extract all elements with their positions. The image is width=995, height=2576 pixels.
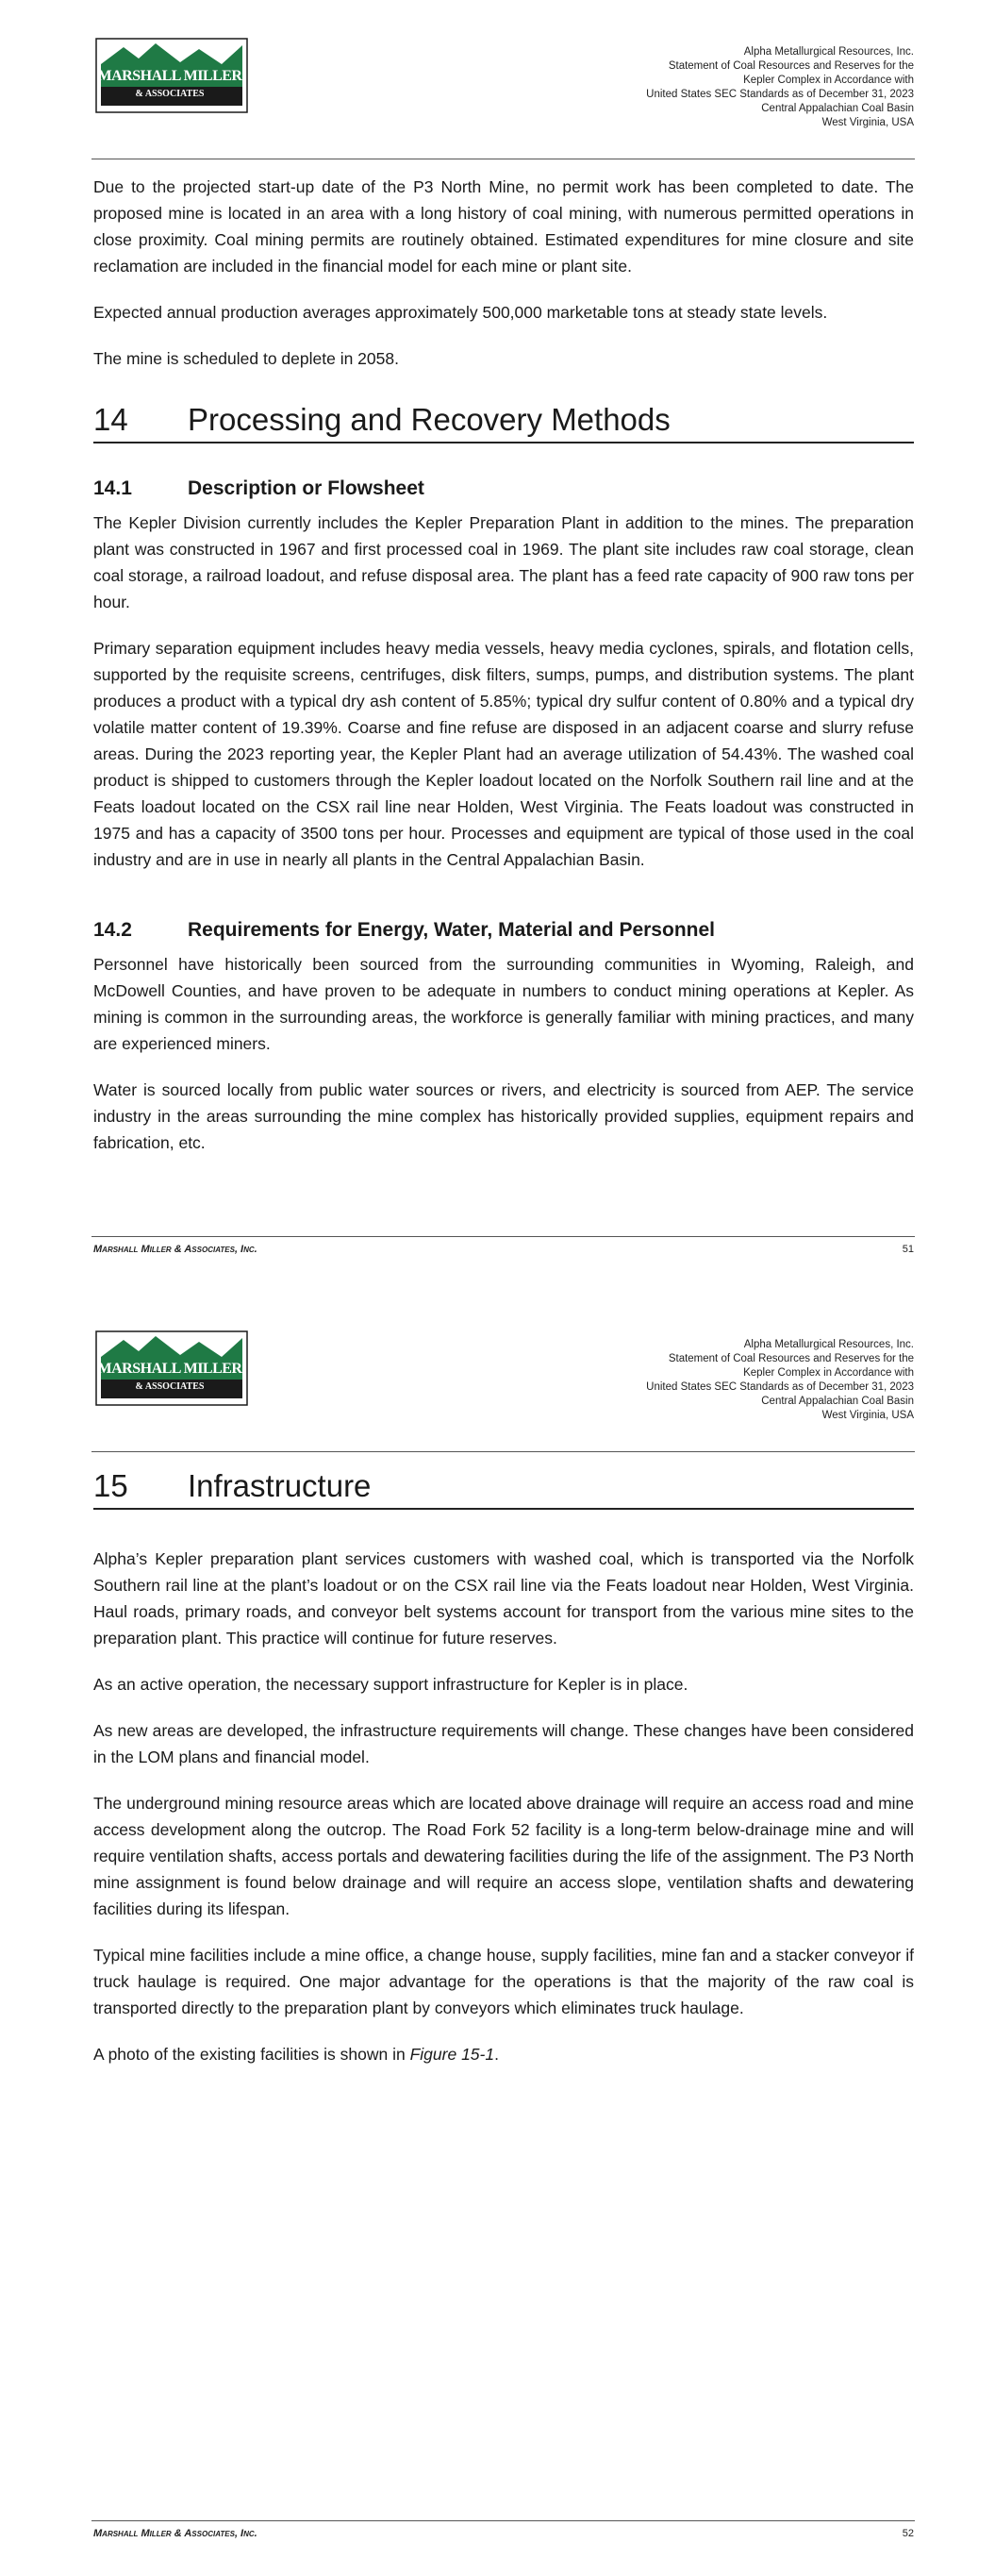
logo-name: MARSHALL MILLER (97, 1361, 242, 1377)
logo-subtitle: & ASSOCIATES (135, 89, 205, 99)
page-header (499, 45, 914, 130)
paragraph: Typical mine facilities include a mine office, a change house, supply facilities, mine fan and a stacker conveyor if truck haulage is required. One major advantage for the operations is that the majority of the raw coal is transported directly to the preparation plant by conveyors which eliminates truck haulage. (93, 1946, 914, 2017)
subsection-title: Requirements for Energy, Water, Material and Personnel (188, 919, 715, 941)
header-line-6: West Virginia, USA (821, 117, 914, 128)
paragraph: The mine is scheduled to deplete in 2058. (93, 349, 399, 368)
paragraph: Water is sourced locally from public water sources or rivers, and electricity is sourced from AEP. The service industry in the areas surrounding the mine complex has historically provided supplies, equipment repairs and fabrication, etc. (93, 1080, 914, 1152)
footer-company: Marshall Miller & Associates, Inc. (93, 1244, 257, 1255)
paragraph: Primary separation equipment includes heavy media vessels, heavy media cyclones, spirals, and flotation cells, supported by the requisite screens, centrifuges, disk filters, sumps, pumps, and distribution systems. The plant produces a product with a typical dry ash content of 5.85%; typical dry sulfur content of 0.80% and a typical dry volatile matter content of 19.39%. Coarse and fine refuse are disposed in an adjacent coarse and slurry refuse areas. During the 2023 reporting year, the Kepler Plant had an average utilization of 54.43%. The washed coal product is shipped to customers through the Kepler loadout located on the Norfolk Southern rail line and at the Feats loadout located on the CSX rail line near Holden, West Virginia. The Feats loadout was constructed in 1975 and has a capacity of 3500 tons per hour. Processes and equipment are typical of those used in the coal industry and are in use in nearly all plants in the Central Appalachian Basin. (93, 639, 914, 869)
page-number: 51 (902, 1244, 914, 1255)
subsection-heading-14-2 (93, 917, 914, 944)
paragraph: As an active operation, the necessary support infrastructure for Kepler is in place. (93, 1675, 688, 1694)
header-divider (91, 1451, 915, 1452)
header-line-5: Central Appalachian Coal Basin (761, 103, 914, 114)
header-line-6: West Virginia, USA (821, 1410, 914, 1421)
section-heading-14 (93, 401, 914, 443)
paragraph-text: A photo of the existing facilities is shown in (93, 2045, 410, 2064)
subsection-title: Description or Flowsheet (188, 477, 424, 499)
section-15-text (93, 1546, 914, 2067)
header-line-4: United States SEC Standards as of December 31, 2023 (646, 89, 914, 100)
paragraph: Expected annual production averages approximately 500,000 marketable tons at steady state levels. (93, 303, 828, 322)
company-logo (95, 38, 248, 113)
paragraph: Alpha’s Kepler preparation plant services customers with washed coal, which is transported via the Norfolk Southern rail line at the plant’s loadout or on the CSX rail line via the Feats loadout near Holden, West Virginia. Haul roads, primary roads, and conveyor belt systems account for transport from the various mine sites to the preparation plant. This practice will continue for future reserves. (93, 1549, 914, 1648)
section-title: Processing and Recovery Methods (188, 402, 671, 437)
footer-divider (91, 1236, 915, 1237)
header-line-4: United States SEC Standards as of December 31, 2023 (646, 1381, 914, 1393)
subsection-number: 14.2 (93, 919, 132, 941)
page-52 (0, 1293, 995, 2576)
section-14-2-text (93, 951, 914, 1156)
header-line-5: Central Appalachian Coal Basin (761, 1396, 914, 1407)
footer-company: Marshall Miller & Associates, Inc. (93, 2528, 257, 2539)
section-heading-15 (93, 1467, 914, 1510)
paragraph: As new areas are developed, the infrastructure requirements will change. These changes have been considered in the LOM plans and financial model. (93, 1721, 914, 1766)
paragraph: Personnel have historically been sourced from the surrounding communities in Wyoming, Raleigh, and McDowell Counties, and have proven to be adequate in numbers to conduct mining operations at Kepler. As mining is common in the surrounding areas, the workforce is generally familiar with mining practices, and many are experienced miners. (93, 955, 914, 1053)
header-company: Alpha Metallurgical Resources, Inc. (743, 46, 914, 58)
figure-reference[interactable]: Figure 15-1 (409, 2045, 495, 2064)
intro-text (93, 174, 914, 372)
page-number: 52 (902, 2528, 914, 2539)
company-logo (95, 1330, 248, 1406)
section-14-1-text (93, 510, 914, 873)
paragraph (93, 2041, 914, 2067)
subsection-heading-14-1 (93, 476, 914, 502)
section-number: 14 (93, 402, 128, 437)
header-line-2: Statement of Coal Resources and Reserves for the (668, 1353, 914, 1364)
paragraph: The underground mining resource areas which are located above drainage will require an access road and mine access development along the outcrop. The Road Fork 52 facility is a long-term below-drainage mine and will require ventilation shafts, access portals and dewatering facilities during the life of the assignment. The P3 North mine assignment is found below drainage and will require an access slope, ventilation shafts and dewatering facilities during its lifespan. (93, 1794, 914, 1918)
paragraph-text: . (494, 2045, 499, 2064)
logo-subtitle: & ASSOCIATES (135, 1381, 205, 1392)
header-line-3: Kepler Complex in Accordance with (743, 75, 914, 86)
paragraph: Due to the projected start-up date of the P3 North Mine, no permit work has been completed to date. The proposed mine is located in an area with a long history of coal mining, with numerous permitted operations in close proximity. Coal mining permits are routinely obtained. Estimated expenditures for mine closure and site reclamation are included in the financial model for each mine or plant site. (93, 177, 914, 276)
page-header (499, 1338, 914, 1423)
subsection-number: 14.1 (93, 477, 132, 499)
header-line-3: Kepler Complex in Accordance with (743, 1367, 914, 1379)
logo-name: MARSHALL MILLER (97, 68, 242, 84)
section-number: 15 (93, 1468, 128, 1503)
header-line-2: Statement of Coal Resources and Reserves for the (668, 60, 914, 72)
footer-divider (91, 2520, 915, 2521)
section-title: Infrastructure (188, 1468, 372, 1503)
header-company: Alpha Metallurgical Resources, Inc. (743, 1339, 914, 1350)
paragraph: The Kepler Division currently includes the Kepler Preparation Plant in addition to the mines. The preparation plant was constructed in 1967 and first processed coal in 1969. The plant site includes raw coal storage, clean coal storage, a railroad loadout, and refuse disposal area. The plant has a feed rate capacity of 900 raw tons per hour. (93, 513, 914, 611)
